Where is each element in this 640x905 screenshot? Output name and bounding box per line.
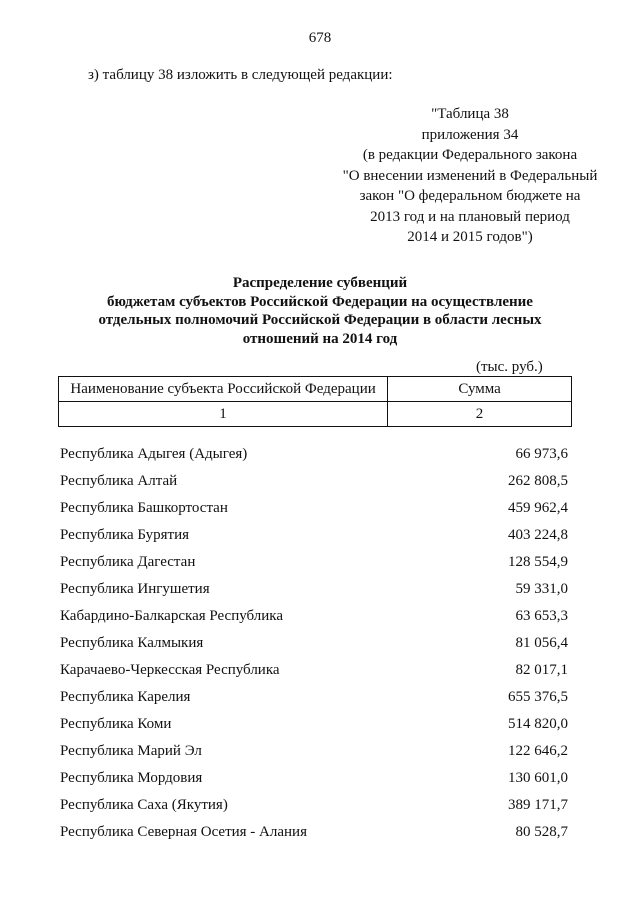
- region-name: Республика Мордовия: [60, 770, 203, 786]
- amount-value: 389 171,7: [508, 797, 568, 813]
- amount-value: 403 224,8: [508, 527, 568, 543]
- table-title: [60, 274, 580, 348]
- region-name: Республика Марий Эл: [60, 743, 202, 759]
- region-name: Республика Адыгея (Адыгея): [60, 446, 248, 462]
- table-row: [60, 687, 568, 714]
- table-row: [60, 741, 568, 768]
- amount-value: 655 376,5: [508, 689, 568, 705]
- amount-value: 81 056,4: [515, 635, 568, 651]
- table-row: [60, 660, 568, 687]
- table-row: [60, 579, 568, 606]
- table-row: [60, 822, 568, 849]
- appendix-note: [330, 104, 610, 248]
- table-row: [60, 471, 568, 498]
- amount-value: 459 962,4: [508, 500, 568, 516]
- region-name: Карачаево-Черкесская Республика: [60, 662, 280, 678]
- region-name: Республика Коми: [60, 716, 172, 732]
- amount-value: 130 601,0: [508, 770, 568, 786]
- region-name: Республика Калмыкия: [60, 635, 204, 651]
- table-title-line: Распределение субвенций: [232, 275, 408, 291]
- table-row: [60, 444, 568, 471]
- table-row: [60, 606, 568, 633]
- appendix-note-line: (в редакции Федерального закона: [362, 147, 578, 163]
- table-row: [60, 552, 568, 579]
- region-name: Республика Карелия: [60, 689, 191, 705]
- amount-value: 82 017,1: [515, 662, 568, 678]
- amount-value: 514 820,0: [508, 716, 568, 732]
- column-number-1: 1: [59, 402, 388, 427]
- column-header-name: Наименование субъекта Российской Федерации: [59, 377, 388, 402]
- amount-value: 122 646,2: [508, 743, 568, 759]
- table-title-line: отношений на 2014 год: [242, 330, 398, 347]
- table-row: [60, 633, 568, 660]
- amount-value: 59 331,0: [515, 581, 568, 597]
- appendix-note-line: 2013 год и на плановый период: [370, 208, 570, 225]
- amount-value: 80 528,7: [515, 824, 568, 840]
- region-name: Республика Северная Осетия - Алания: [60, 824, 307, 840]
- table-row: [60, 795, 568, 822]
- amount-value: 66 973,6: [515, 446, 568, 462]
- table-header: [58, 376, 572, 427]
- amount-value: 262 808,5: [508, 473, 568, 489]
- region-name: Республика Башкортостан: [60, 500, 228, 516]
- table-row: [60, 768, 568, 795]
- table-title-line: отдельных полномочий Российской Федерации в области лесных: [98, 312, 542, 328]
- table-body: [60, 444, 568, 849]
- table-row: [60, 525, 568, 552]
- intro-text: з) таблицу 38 изложить в следующей редакции:: [88, 67, 393, 83]
- units-label: (тыс. руб.): [476, 359, 543, 375]
- amount-value: 128 554,9: [508, 554, 568, 570]
- appendix-note-line: приложения 34: [421, 126, 519, 143]
- amount-value: 63 653,3: [515, 608, 568, 624]
- page-number: 678: [308, 30, 332, 46]
- appendix-note-line: 2014 и 2015 годов"): [407, 229, 533, 245]
- region-name: Республика Саха (Якутия): [60, 797, 228, 813]
- region-name: Республика Алтай: [60, 473, 178, 489]
- region-name: Республика Бурятия: [60, 527, 190, 543]
- table-title-line: бюджетам субъектов Российской Федерации на осуществление: [107, 293, 533, 310]
- region-name: Республика Ингушетия: [60, 581, 210, 597]
- appendix-note-line: "О внесении изменений в Федеральный: [342, 167, 598, 184]
- column-number-2: 2: [388, 402, 572, 427]
- appendix-note-line: закон "О федеральном бюджете на: [359, 188, 581, 204]
- region-name: Кабардино-Балкарская Республика: [60, 608, 284, 624]
- table-row: [60, 714, 568, 741]
- region-name: Республика Дагестан: [60, 554, 196, 570]
- appendix-note-line: "Таблица 38: [431, 106, 509, 122]
- column-header-amount: Сумма: [388, 377, 572, 402]
- table-row: [60, 498, 568, 525]
